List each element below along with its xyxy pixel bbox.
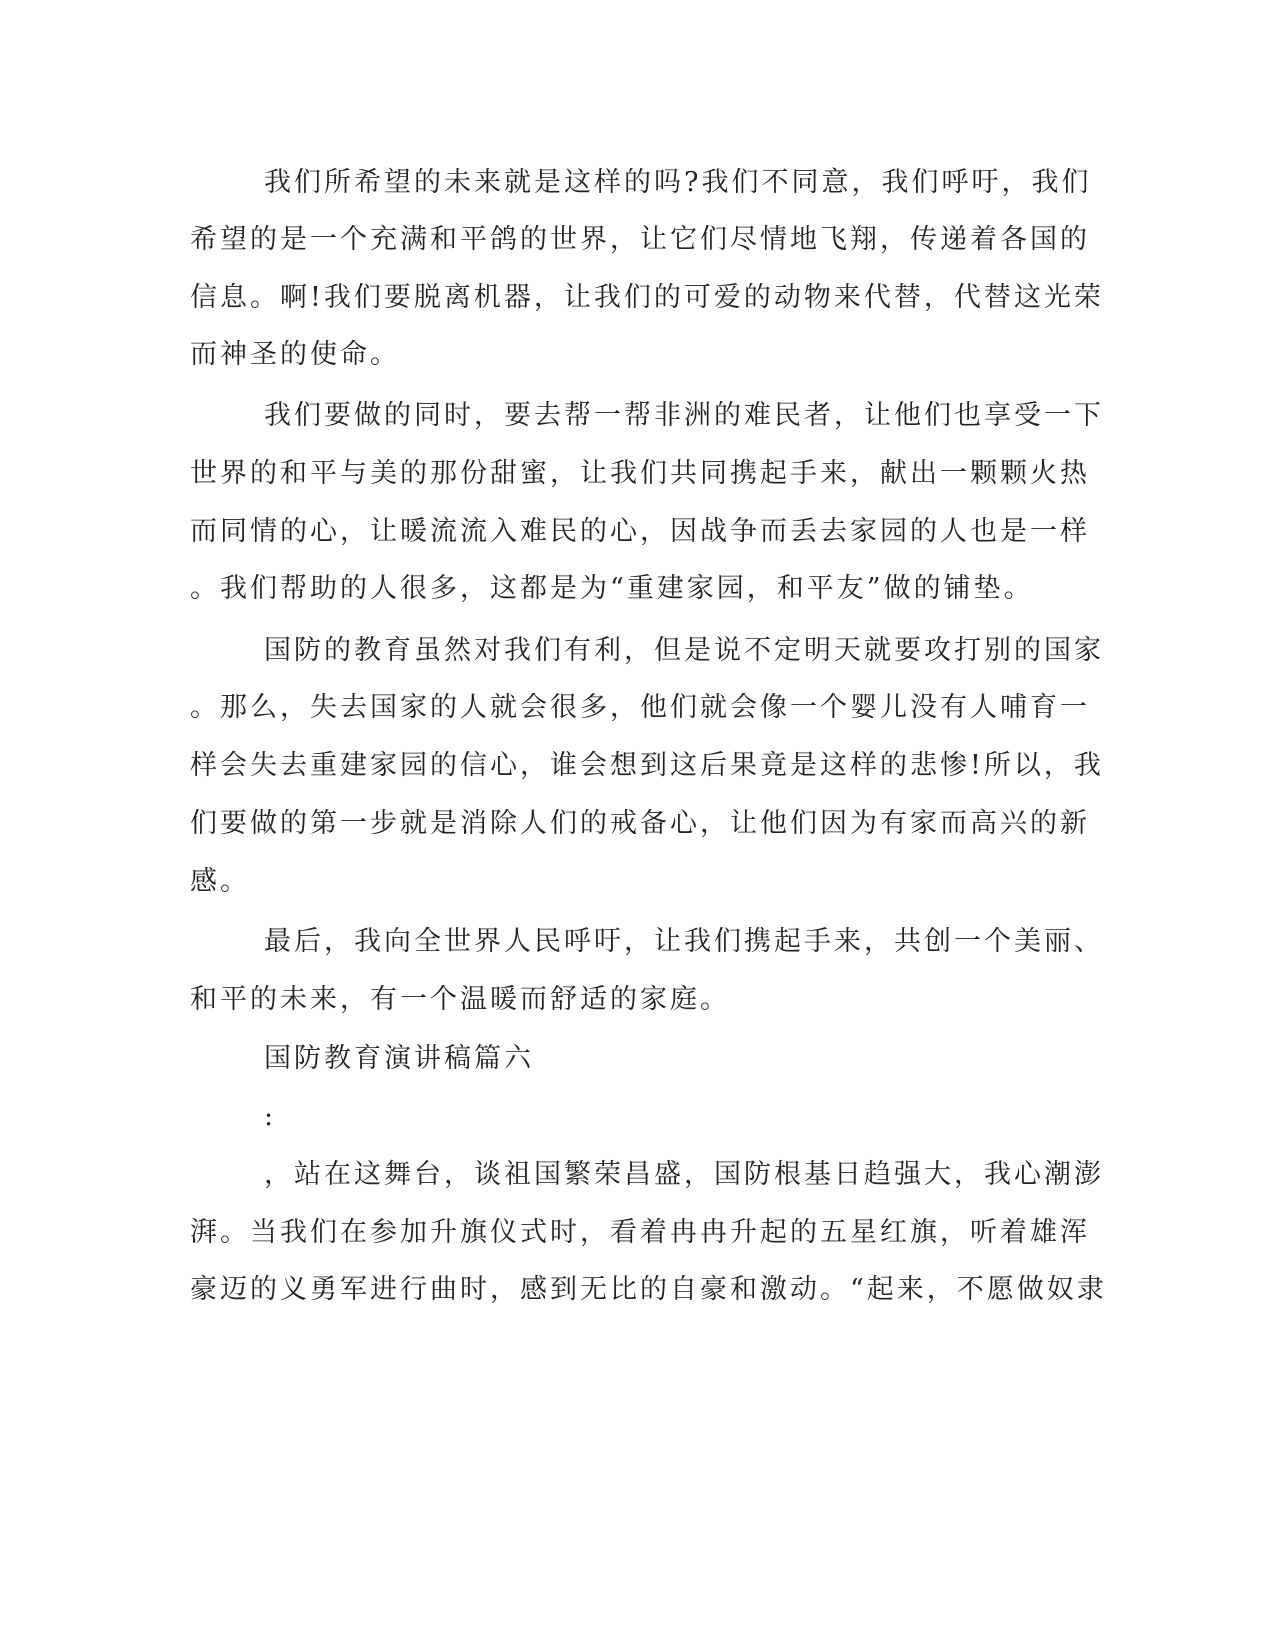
text-line: 和平的未来，有一个温暖而舒适的家庭。	[190, 984, 730, 1015]
text-line: 信息。啊!我们要脱离机器，让我们的可爱的动物来代替，代替这光荣	[190, 282, 1104, 313]
text-line: 。那么，失去国家的人就会很多，他们就会像一个婴儿没有人哺育一	[190, 692, 1090, 723]
text-line: 感。	[190, 866, 250, 897]
text-line: 样会失去重建家园的信心，谁会想到这后果竟是这样的悲惨!所以，我	[190, 750, 1104, 781]
text-line: 而神圣的使命。	[190, 339, 400, 370]
text-line: 我们要做的同时，要去帮一帮非洲的难民者，让他们也享受一下	[264, 400, 1104, 431]
text-line: 世界的和平与美的那份甜蜜，让我们共同携起手来，献出一颗颗火热	[190, 458, 1090, 489]
text-line: :	[264, 1101, 277, 1132]
text-line: 而同情的心，让暖流流入难民的心，因战争而丢去家园的人也是一样	[190, 516, 1090, 547]
text-line: 国防的教育虽然对我们有利，但是说不定明天就要攻打别的国家	[264, 635, 1104, 666]
text-line: ，站在这舞台，谈祖国繁荣昌盛，国防根基日趋强大，我心潮澎	[264, 1159, 1104, 1190]
text-line: 豪迈的义勇军进行曲时，感到无比的自豪和激动。“起来，不愿做奴隶	[190, 1274, 1107, 1305]
text-line: 最后，我向全世界人民呼吁，让我们携起手来，共创一个美丽、	[264, 926, 1104, 957]
section-heading: 国防教育演讲稿篇六	[264, 1043, 534, 1074]
text-line: 们要做的第一步就是消除人们的戒备心，让他们因为有家而高兴的新	[190, 808, 1090, 839]
text-line: 我们所希望的未来就是这样的吗?我们不同意，我们呼吁，我们	[264, 167, 1092, 198]
text-line: 。我们帮助的人很多，这都是为“重建家园，和平友”做的铺垫。	[190, 573, 1034, 604]
text-line: 湃。当我们在参加升旗仪式时，看着冉冉升起的五星红旗，听着雄浑	[190, 1217, 1090, 1248]
text-line: 希望的是一个充满和平鸽的世界，让它们尽情地飞翔，传递着各国的	[190, 224, 1090, 255]
